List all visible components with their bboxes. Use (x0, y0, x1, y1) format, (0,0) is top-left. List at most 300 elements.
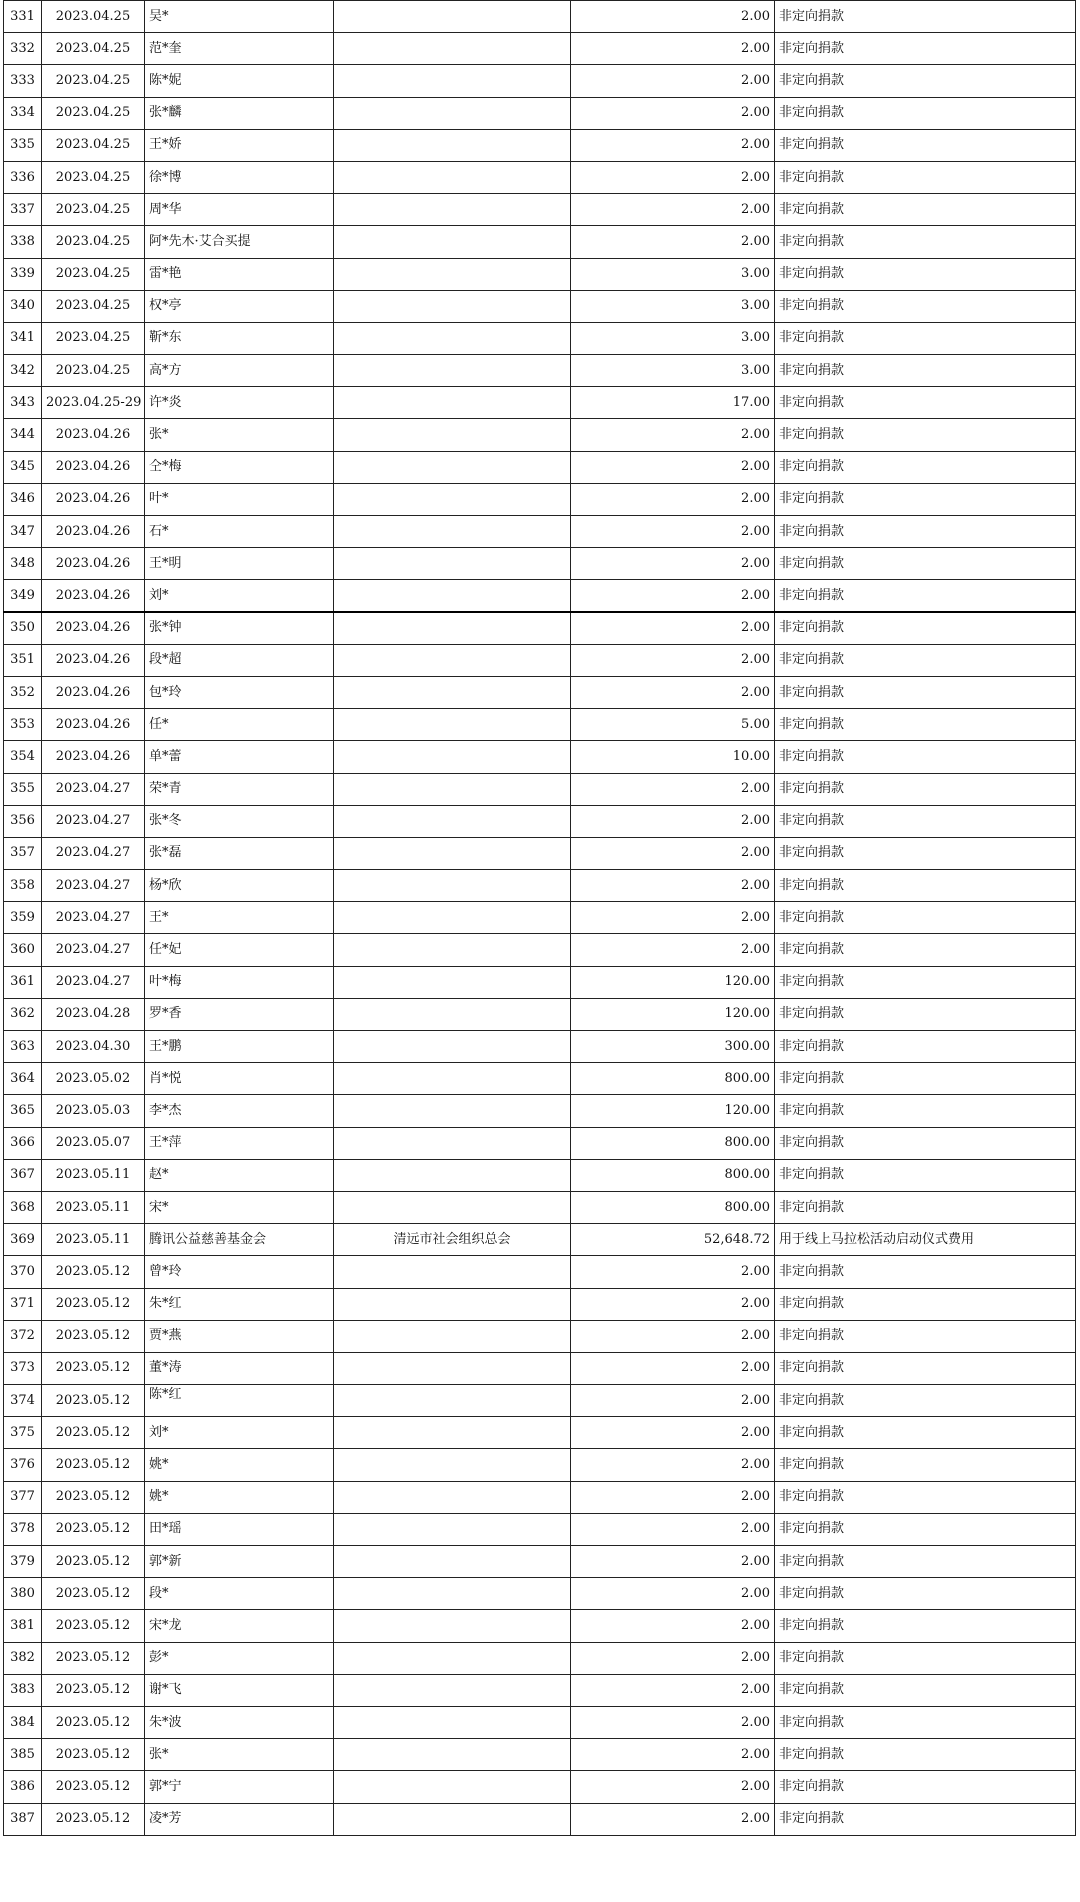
amount-cell: 2.00 (571, 226, 775, 258)
table-row (4, 226, 1076, 258)
purpose-cell: 非定向捐款 (775, 1803, 1076, 1835)
date-cell: 2023.05.12 (42, 1610, 145, 1642)
purpose-cell: 非定向捐款 (775, 1449, 1076, 1481)
date-cell: 2023.04.26 (42, 676, 145, 708)
recipient-cell (334, 1256, 571, 1288)
date-cell: 2023.04.27 (42, 934, 145, 966)
donor-cell: 刘* (145, 580, 334, 612)
table-row (4, 1706, 1076, 1738)
amount-cell: 2.00 (571, 612, 775, 644)
row-index-cell: 353 (4, 709, 42, 741)
table-row (4, 1352, 1076, 1384)
date-cell: 2023.05.12 (42, 1256, 145, 1288)
amount-cell: 800.00 (571, 1191, 775, 1223)
donor-cell: 包*玲 (145, 676, 334, 708)
recipient-cell (334, 451, 571, 483)
recipient-cell (334, 387, 571, 419)
donor-cell: 段*超 (145, 644, 334, 676)
table-row (4, 97, 1076, 129)
table-row (4, 258, 1076, 290)
amount-cell: 2.00 (571, 1546, 775, 1578)
recipient-cell (334, 773, 571, 805)
donor-cell: 彭* (145, 1642, 334, 1674)
recipient-cell (334, 1417, 571, 1449)
date-cell: 2023.04.25 (42, 226, 145, 258)
recipient-cell (334, 1095, 571, 1127)
recipient-cell (334, 226, 571, 258)
table-row (4, 902, 1076, 934)
recipient-cell (334, 1706, 571, 1738)
row-index-cell: 356 (4, 805, 42, 837)
date-cell: 2023.04.26 (42, 516, 145, 548)
amount-cell: 5.00 (571, 709, 775, 741)
recipient-cell (334, 1771, 571, 1803)
recipient-cell (334, 1739, 571, 1771)
amount-cell: 2.00 (571, 870, 775, 902)
date-cell: 2023.04.30 (42, 1031, 145, 1063)
recipient-cell (334, 902, 571, 934)
purpose-cell: 非定向捐款 (775, 1546, 1076, 1578)
date-cell: 2023.04.28 (42, 998, 145, 1030)
table-row (4, 1191, 1076, 1223)
purpose-cell: 非定向捐款 (775, 741, 1076, 773)
row-index-cell: 341 (4, 322, 42, 354)
date-cell: 2023.05.12 (42, 1642, 145, 1674)
table-row (4, 355, 1076, 387)
recipient-cell (334, 258, 571, 290)
purpose-cell: 非定向捐款 (775, 773, 1076, 805)
purpose-cell: 非定向捐款 (775, 1095, 1076, 1127)
recipient-cell (334, 355, 571, 387)
amount-cell: 2.00 (571, 1803, 775, 1835)
amount-cell: 2.00 (571, 1288, 775, 1320)
date-cell: 2023.05.12 (42, 1513, 145, 1545)
amount-cell: 2.00 (571, 676, 775, 708)
row-index-cell: 372 (4, 1320, 42, 1352)
row-index-cell: 366 (4, 1127, 42, 1159)
recipient-cell (334, 1610, 571, 1642)
table-row (4, 644, 1076, 676)
table-row (4, 1803, 1076, 1835)
purpose-cell: 非定向捐款 (775, 548, 1076, 580)
recipient-cell (334, 1288, 571, 1320)
row-index-cell: 343 (4, 387, 42, 419)
date-cell: 2023.05.12 (42, 1385, 145, 1417)
date-cell: 2023.04.25 (42, 258, 145, 290)
row-index-cell: 365 (4, 1095, 42, 1127)
table-row (4, 1481, 1076, 1513)
date-cell: 2023.05.12 (42, 1674, 145, 1706)
row-index-cell: 376 (4, 1449, 42, 1481)
purpose-cell: 非定向捐款 (775, 1, 1076, 33)
date-cell: 2023.05.11 (42, 1191, 145, 1223)
row-index-cell: 349 (4, 580, 42, 612)
row-index-cell: 357 (4, 837, 42, 869)
donor-cell: 王*鹏 (145, 1031, 334, 1063)
table-row (4, 1224, 1076, 1256)
table-row (4, 129, 1076, 161)
recipient-cell (334, 419, 571, 451)
purpose-cell: 非定向捐款 (775, 709, 1076, 741)
amount-cell: 2.00 (571, 644, 775, 676)
date-cell: 2023.04.25 (42, 194, 145, 226)
date-cell: 2023.05.12 (42, 1288, 145, 1320)
donor-cell: 张*钟 (145, 612, 334, 644)
purpose-cell: 非定向捐款 (775, 226, 1076, 258)
date-cell: 2023.05.12 (42, 1320, 145, 1352)
table-row (4, 194, 1076, 226)
donor-cell: 单*蕾 (145, 741, 334, 773)
row-index-cell: 347 (4, 516, 42, 548)
row-index-cell: 374 (4, 1385, 42, 1417)
amount-cell: 3.00 (571, 290, 775, 322)
purpose-cell: 非定向捐款 (775, 322, 1076, 354)
purpose-cell: 非定向捐款 (775, 1513, 1076, 1545)
amount-cell: 3.00 (571, 322, 775, 354)
purpose-cell: 非定向捐款 (775, 451, 1076, 483)
date-cell: 2023.04.26 (42, 483, 145, 515)
purpose-cell: 非定向捐款 (775, 1771, 1076, 1803)
donor-cell: 肖*悦 (145, 1063, 334, 1095)
table-row (4, 1610, 1076, 1642)
date-cell: 2023.04.26 (42, 451, 145, 483)
row-index-cell: 348 (4, 548, 42, 580)
date-cell: 2023.05.12 (42, 1578, 145, 1610)
amount-cell: 2.00 (571, 161, 775, 193)
amount-cell: 2.00 (571, 580, 775, 612)
amount-cell: 2.00 (571, 1352, 775, 1384)
row-index-cell: 335 (4, 129, 42, 161)
donor-cell: 周*华 (145, 194, 334, 226)
table-row (4, 709, 1076, 741)
donor-cell: 陈*红 (145, 1385, 334, 1417)
recipient-cell (334, 741, 571, 773)
donor-cell: 王* (145, 902, 334, 934)
donor-cell: 董*涛 (145, 1352, 334, 1384)
donor-cell: 任* (145, 709, 334, 741)
row-index-cell: 350 (4, 612, 42, 644)
amount-cell: 2.00 (571, 805, 775, 837)
row-index-cell: 371 (4, 1288, 42, 1320)
recipient-cell (334, 65, 571, 97)
table-row (4, 1159, 1076, 1191)
recipient-cell (334, 1320, 571, 1352)
recipient-cell (334, 97, 571, 129)
date-cell: 2023.04.25 (42, 355, 145, 387)
donor-cell: 田*瑶 (145, 1513, 334, 1545)
amount-cell: 2.00 (571, 773, 775, 805)
purpose-cell: 非定向捐款 (775, 1642, 1076, 1674)
purpose-cell: 非定向捐款 (775, 1320, 1076, 1352)
purpose-cell: 非定向捐款 (775, 966, 1076, 998)
amount-cell: 2.00 (571, 483, 775, 515)
row-index-cell: 336 (4, 161, 42, 193)
table-row (4, 676, 1076, 708)
purpose-cell: 非定向捐款 (775, 1256, 1076, 1288)
purpose-cell: 非定向捐款 (775, 1739, 1076, 1771)
table-row (4, 548, 1076, 580)
row-index-cell: 354 (4, 741, 42, 773)
purpose-cell: 非定向捐款 (775, 97, 1076, 129)
row-index-cell: 370 (4, 1256, 42, 1288)
date-cell: 2023.04.25 (42, 290, 145, 322)
recipient-cell (334, 322, 571, 354)
donor-cell: 郭*宁 (145, 1771, 334, 1803)
row-index-cell: 373 (4, 1352, 42, 1384)
donor-cell: 许*炎 (145, 387, 334, 419)
row-index-cell: 369 (4, 1224, 42, 1256)
purpose-cell: 非定向捐款 (775, 1191, 1076, 1223)
recipient-cell: 清远市社会组织总会 (334, 1224, 571, 1256)
date-cell: 2023.04.26 (42, 709, 145, 741)
recipient-cell (334, 1063, 571, 1095)
purpose-cell: 非定向捐款 (775, 258, 1076, 290)
donor-cell: 王*萍 (145, 1127, 334, 1159)
date-cell: 2023.04.26 (42, 741, 145, 773)
table-row (4, 290, 1076, 322)
donor-cell: 高*方 (145, 355, 334, 387)
recipient-cell (334, 1642, 571, 1674)
table-row (4, 741, 1076, 773)
donor-cell: 罗*香 (145, 998, 334, 1030)
recipient-cell (334, 676, 571, 708)
row-index-cell: 381 (4, 1610, 42, 1642)
row-index-cell: 377 (4, 1481, 42, 1513)
date-cell: 2023.04.27 (42, 902, 145, 934)
row-index-cell: 378 (4, 1513, 42, 1545)
donor-cell: 权*亭 (145, 290, 334, 322)
amount-cell: 2.00 (571, 97, 775, 129)
date-cell: 2023.04.25 (42, 129, 145, 161)
table-row (4, 1063, 1076, 1095)
purpose-cell: 非定向捐款 (775, 1610, 1076, 1642)
recipient-cell (334, 998, 571, 1030)
row-index-cell: 386 (4, 1771, 42, 1803)
donor-cell: 叶* (145, 483, 334, 515)
purpose-cell: 非定向捐款 (775, 1063, 1076, 1095)
recipient-cell (334, 1674, 571, 1706)
date-cell: 2023.05.12 (42, 1771, 145, 1803)
date-cell: 2023.04.25 (42, 97, 145, 129)
purpose-cell: 非定向捐款 (775, 1127, 1076, 1159)
date-cell: 2023.05.12 (42, 1352, 145, 1384)
amount-cell: 120.00 (571, 966, 775, 998)
date-cell: 2023.04.25 (42, 322, 145, 354)
table-row (4, 1642, 1076, 1674)
amount-cell: 300.00 (571, 1031, 775, 1063)
amount-cell: 17.00 (571, 387, 775, 419)
donor-cell: 朱*红 (145, 1288, 334, 1320)
date-cell: 2023.04.27 (42, 966, 145, 998)
table-row (4, 1, 1076, 33)
purpose-cell: 用于线上马拉松活动启动仪式费用 (775, 1224, 1076, 1256)
purpose-cell: 非定向捐款 (775, 516, 1076, 548)
amount-cell: 120.00 (571, 1095, 775, 1127)
amount-cell: 2.00 (571, 902, 775, 934)
row-index-cell: 361 (4, 966, 42, 998)
purpose-cell: 非定向捐款 (775, 355, 1076, 387)
amount-cell: 2.00 (571, 548, 775, 580)
row-index-cell: 367 (4, 1159, 42, 1191)
row-index-cell: 359 (4, 902, 42, 934)
purpose-cell: 非定向捐款 (775, 1706, 1076, 1738)
purpose-cell: 非定向捐款 (775, 1352, 1076, 1384)
purpose-cell: 非定向捐款 (775, 805, 1076, 837)
row-index-cell: 351 (4, 644, 42, 676)
date-cell: 2023.04.26 (42, 580, 145, 612)
purpose-cell: 非定向捐款 (775, 290, 1076, 322)
amount-cell: 800.00 (571, 1159, 775, 1191)
date-cell: 2023.04.26 (42, 612, 145, 644)
amount-cell: 2.00 (571, 1320, 775, 1352)
amount-cell: 2.00 (571, 1578, 775, 1610)
date-cell: 2023.05.03 (42, 1095, 145, 1127)
row-index-cell: 362 (4, 998, 42, 1030)
purpose-cell: 非定向捐款 (775, 870, 1076, 902)
purpose-cell: 非定向捐款 (775, 1031, 1076, 1063)
recipient-cell (334, 483, 571, 515)
amount-cell: 2.00 (571, 1739, 775, 1771)
date-cell: 2023.05.11 (42, 1159, 145, 1191)
purpose-cell: 非定向捐款 (775, 1674, 1076, 1706)
donor-cell: 姚* (145, 1449, 334, 1481)
amount-cell: 2.00 (571, 1674, 775, 1706)
row-index-cell: 385 (4, 1739, 42, 1771)
donor-cell: 王*娇 (145, 129, 334, 161)
recipient-cell (334, 1803, 571, 1835)
row-index-cell: 382 (4, 1642, 42, 1674)
row-index-cell: 355 (4, 773, 42, 805)
table-row (4, 516, 1076, 548)
recipient-cell (334, 612, 571, 644)
purpose-cell: 非定向捐款 (775, 580, 1076, 612)
table-row (4, 934, 1076, 966)
table-row (4, 1674, 1076, 1706)
date-cell: 2023.04.26 (42, 548, 145, 580)
table-row (4, 1385, 1076, 1417)
table-row (4, 419, 1076, 451)
donor-cell: 王*明 (145, 548, 334, 580)
donor-cell: 雷*艳 (145, 258, 334, 290)
amount-cell: 2.00 (571, 1, 775, 33)
donor-cell: 姚* (145, 1481, 334, 1513)
donor-cell: 杨*欣 (145, 870, 334, 902)
purpose-cell: 非定向捐款 (775, 387, 1076, 419)
recipient-cell (334, 161, 571, 193)
amount-cell: 2.00 (571, 129, 775, 161)
donor-cell: 贾*燕 (145, 1320, 334, 1352)
date-cell: 2023.05.12 (42, 1449, 145, 1481)
table-row (4, 1739, 1076, 1771)
table-row (4, 33, 1076, 65)
recipient-cell (334, 1481, 571, 1513)
purpose-cell: 非定向捐款 (775, 1578, 1076, 1610)
amount-cell: 2.00 (571, 1642, 775, 1674)
date-cell: 2023.04.25 (42, 65, 145, 97)
recipient-cell (334, 1191, 571, 1223)
amount-cell: 2.00 (571, 451, 775, 483)
recipient-cell (334, 1127, 571, 1159)
purpose-cell: 非定向捐款 (775, 902, 1076, 934)
amount-cell: 52,648.72 (571, 1224, 775, 1256)
table-row (4, 966, 1076, 998)
donor-cell: 腾讯公益慈善基金会 (145, 1224, 334, 1256)
row-index-cell: 334 (4, 97, 42, 129)
row-index-cell: 379 (4, 1546, 42, 1578)
date-cell: 2023.05.12 (42, 1803, 145, 1835)
recipient-cell (334, 290, 571, 322)
row-index-cell: 375 (4, 1417, 42, 1449)
row-index-cell: 345 (4, 451, 42, 483)
row-index-cell: 333 (4, 65, 42, 97)
amount-cell: 2.00 (571, 1706, 775, 1738)
amount-cell: 2.00 (571, 1385, 775, 1417)
recipient-cell (334, 934, 571, 966)
row-index-cell: 337 (4, 194, 42, 226)
amount-cell: 10.00 (571, 741, 775, 773)
row-index-cell: 332 (4, 33, 42, 65)
table-row (4, 870, 1076, 902)
recipient-cell (334, 1449, 571, 1481)
row-index-cell: 364 (4, 1063, 42, 1095)
table-row (4, 805, 1076, 837)
table-row (4, 1771, 1076, 1803)
date-cell: 2023.04.25 (42, 1, 145, 33)
recipient-cell (334, 837, 571, 869)
donor-cell: 刘* (145, 1417, 334, 1449)
row-index-cell: 384 (4, 1706, 42, 1738)
recipient-cell (334, 870, 571, 902)
table-row (4, 451, 1076, 483)
purpose-cell: 非定向捐款 (775, 65, 1076, 97)
purpose-cell: 非定向捐款 (775, 644, 1076, 676)
donor-cell: 陈*妮 (145, 65, 334, 97)
table-row (4, 1095, 1076, 1127)
amount-cell: 3.00 (571, 258, 775, 290)
amount-cell: 2.00 (571, 1449, 775, 1481)
recipient-cell (334, 1385, 571, 1417)
purpose-cell: 非定向捐款 (775, 676, 1076, 708)
date-cell: 2023.04.25 (42, 161, 145, 193)
recipient-cell (334, 1159, 571, 1191)
amount-cell: 2.00 (571, 419, 775, 451)
table-row (4, 1256, 1076, 1288)
donor-cell: 张* (145, 1739, 334, 1771)
recipient-cell (334, 1031, 571, 1063)
date-cell: 2023.04.27 (42, 805, 145, 837)
donor-cell: 赵* (145, 1159, 334, 1191)
purpose-cell: 非定向捐款 (775, 1385, 1076, 1417)
purpose-cell: 非定向捐款 (775, 1288, 1076, 1320)
date-cell: 2023.05.12 (42, 1417, 145, 1449)
table-row (4, 1320, 1076, 1352)
date-cell: 2023.04.26 (42, 644, 145, 676)
recipient-cell (334, 805, 571, 837)
amount-cell: 800.00 (571, 1063, 775, 1095)
row-index-cell: 363 (4, 1031, 42, 1063)
date-cell: 2023.04.25 (42, 33, 145, 65)
donor-cell: 张*麟 (145, 97, 334, 129)
amount-cell: 2.00 (571, 837, 775, 869)
recipient-cell (334, 1578, 571, 1610)
recipient-cell (334, 1513, 571, 1545)
recipient-cell (334, 709, 571, 741)
date-cell: 2023.05.02 (42, 1063, 145, 1095)
table-row (4, 773, 1076, 805)
amount-cell: 2.00 (571, 1610, 775, 1642)
amount-cell: 800.00 (571, 1127, 775, 1159)
recipient-cell (334, 644, 571, 676)
